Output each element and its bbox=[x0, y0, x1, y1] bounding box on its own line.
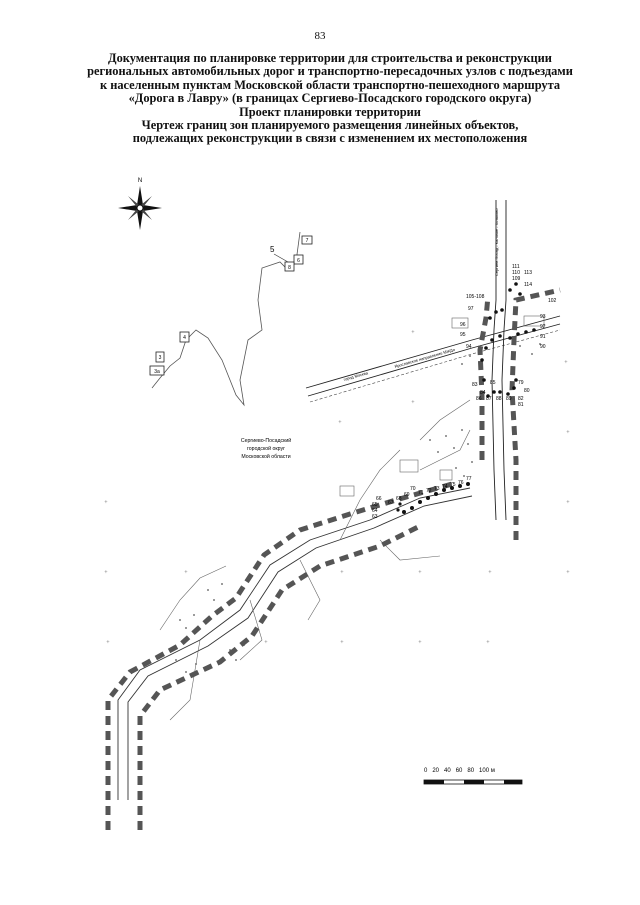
point-label: 68 bbox=[396, 496, 402, 502]
point-label: 73 bbox=[434, 486, 440, 492]
point-label: 105-108 bbox=[466, 294, 485, 300]
point-label: 90 bbox=[540, 344, 546, 350]
leader-line bbox=[274, 254, 288, 262]
railway bbox=[306, 316, 560, 402]
point-label: 89 bbox=[506, 396, 512, 402]
district-label-line: Московской области bbox=[241, 454, 291, 460]
point-label: 86 bbox=[476, 396, 482, 402]
district-label bbox=[241, 437, 291, 460]
point-label: 93 bbox=[540, 314, 546, 320]
svg-text:+: + bbox=[340, 570, 344, 576]
point-label: 114 bbox=[524, 282, 532, 288]
point-label: 80 bbox=[524, 388, 530, 394]
inset-number: 5 bbox=[270, 245, 275, 254]
road-label: Сергиев Посад - Калязин - Хотьково bbox=[494, 208, 499, 276]
title-line: к населенным пунктам Московской области транспортно-пешеходного маршрута bbox=[99, 77, 561, 92]
point-label: 66 bbox=[376, 496, 382, 502]
inset-box-label: 7 bbox=[305, 238, 309, 244]
point-label: 97 bbox=[468, 306, 474, 312]
compass-rose-icon bbox=[118, 186, 162, 230]
inset-box-label: 4 bbox=[183, 335, 186, 341]
point-label: 109 bbox=[512, 276, 521, 282]
point-label: 81 bbox=[518, 402, 524, 408]
point-label: 113 bbox=[524, 270, 532, 276]
point-label: 91 bbox=[540, 334, 546, 340]
svg-text:+: + bbox=[566, 570, 570, 576]
district-label-line: Сергиево-Посадский bbox=[240, 438, 292, 444]
svg-text:+: + bbox=[184, 570, 188, 576]
svg-text:+: + bbox=[104, 570, 108, 576]
point-label: 71 bbox=[418, 490, 424, 496]
point-label: 75 bbox=[450, 482, 456, 488]
inset-boxes bbox=[150, 236, 312, 375]
svg-text:+: + bbox=[488, 570, 492, 576]
svg-text:+: + bbox=[411, 330, 415, 336]
point-label: 111 bbox=[512, 264, 520, 270]
svg-text:+: + bbox=[564, 360, 568, 366]
point-label: 79 bbox=[518, 380, 524, 386]
svg-text:+: + bbox=[566, 430, 570, 436]
point-label: 65 bbox=[372, 502, 378, 508]
point-label: 72 bbox=[426, 488, 432, 494]
point-label: 102 bbox=[548, 298, 557, 304]
svg-text:+: + bbox=[418, 570, 422, 576]
point-label: 85 bbox=[490, 380, 496, 386]
north-label: N bbox=[137, 178, 143, 184]
point-label: 67 bbox=[388, 500, 394, 506]
point-label: 83 bbox=[472, 382, 478, 388]
railway-label: Ярославское направление МЖД bbox=[393, 347, 454, 369]
svg-text:+: + bbox=[338, 420, 342, 426]
point-label: 69 bbox=[404, 492, 410, 498]
point-labels bbox=[372, 264, 557, 520]
svg-text:+: + bbox=[264, 640, 268, 646]
page-number: 83 bbox=[314, 30, 326, 42]
river-line bbox=[152, 232, 300, 405]
inset-box-label: 3 bbox=[158, 355, 162, 361]
scale-label: 0 20 40 60 80 100 м bbox=[424, 768, 495, 774]
point-label: 63 bbox=[372, 514, 378, 520]
point-label: 74 bbox=[442, 484, 448, 490]
point-label: 87 bbox=[486, 396, 492, 402]
scale-bar bbox=[424, 768, 522, 784]
svg-text:+: + bbox=[486, 640, 490, 646]
point-label: 70 bbox=[410, 486, 416, 492]
point-label: 76 bbox=[458, 480, 464, 486]
point-label: 95 bbox=[460, 332, 466, 338]
svg-text:+: + bbox=[106, 640, 110, 646]
title-line: Документация по планировке территории для строительства и реконструкции bbox=[108, 51, 552, 65]
svg-text:+: + bbox=[104, 500, 108, 506]
title-line: «Дорога в Лавру» (в границах Сергиево-Посадского городского округа) bbox=[128, 91, 532, 106]
inset-box-label: 8 bbox=[288, 265, 291, 271]
point-label: 110 bbox=[512, 270, 520, 276]
point-label: 64 bbox=[372, 508, 378, 514]
inset-box-label: 3а bbox=[154, 369, 160, 375]
point-label: 88 bbox=[496, 396, 502, 402]
district-label-line: городской округ bbox=[247, 446, 285, 452]
svg-text:+: + bbox=[340, 640, 344, 646]
road-label: город Москва bbox=[342, 370, 369, 382]
point-label: 77 bbox=[466, 476, 472, 482]
grid-markers bbox=[104, 330, 570, 646]
title-line: Проект планировки территории bbox=[239, 104, 421, 119]
point-label: 84 bbox=[480, 390, 486, 396]
point-label: 94 bbox=[466, 344, 472, 350]
point-label: 96 bbox=[460, 322, 466, 328]
title-line: подлежащих реконструкции в связи с изменением их местоположения bbox=[132, 131, 528, 146]
svg-text:+: + bbox=[566, 500, 570, 506]
svg-text:+: + bbox=[418, 640, 422, 646]
inset-box-label: 6 bbox=[297, 258, 300, 264]
svg-text:+: + bbox=[411, 400, 415, 406]
point-label: 92 bbox=[540, 324, 546, 330]
title-line: региональных автомобильных дорог и транспортно-пересадочных узлов с подъездами bbox=[87, 64, 573, 79]
vegetation-dots bbox=[175, 343, 541, 673]
title-line: Чертеж границ зон планируемого размещения линейных объектов, bbox=[141, 118, 519, 133]
point-label: 82 bbox=[518, 396, 524, 402]
